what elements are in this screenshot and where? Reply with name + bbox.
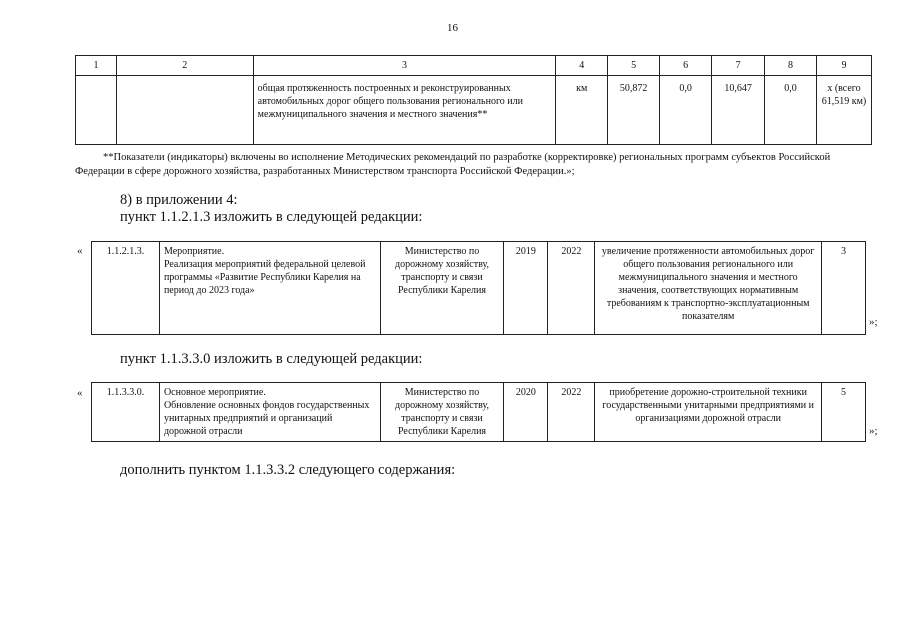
executor-cell: Министерство по дорожному хозяйству, транспорту и связи Республики Карелия: [380, 383, 504, 442]
column-header: 6: [660, 56, 712, 76]
measure-table-1-1-2-1-3: [91, 241, 866, 335]
indicator-name-cell: общая протяженность построенных и реконструированных автомобильных дорог общего пользования регионального или межмуниципального значения и местного значения**: [253, 76, 556, 145]
value-cell: 50,872: [608, 76, 660, 145]
value-cell: 0,0: [660, 76, 712, 145]
table-header-row: [76, 56, 872, 76]
column-header: 1: [76, 56, 117, 76]
column-header: 3: [253, 56, 556, 76]
table-row: [76, 76, 872, 145]
column-header: 8: [765, 56, 817, 76]
column-header: 5: [608, 56, 660, 76]
paragraph-point-1-1-2-1-3: пункт 1.1.2.1.3 изложить в следующей редакции:: [120, 209, 423, 225]
table-row: [92, 242, 866, 335]
executor-cell: Министерство по дорожному хозяйству, транспорту и связи Республики Карелия: [380, 242, 504, 335]
measure-table-1-1-3-3-0: [91, 382, 866, 442]
closing-quote: »;: [869, 316, 878, 328]
table-cell: [116, 76, 253, 145]
footnote: **Показатели (индикаторы) включены во исполнение Методических рекомендаций по разработке (корректировке) региональных программ субъектов Российской Федерации в сфере дорожного хозяйства, разработанных Министерством транспорта Российской Федерации.»;: [75, 152, 831, 177]
code-cell: 1.1.3.3.0.: [92, 383, 160, 442]
column-header: 2: [116, 56, 253, 76]
end-year-cell: 2022: [548, 242, 595, 335]
measure-name-cell: Мероприятие. Реализация мероприятий федеральной целевой программы «Развитие Республики Карелия на период до 2023 года»: [159, 242, 380, 335]
closing-quote: »;: [869, 425, 878, 437]
end-year-cell: 2022: [548, 383, 595, 442]
opening-quote: «: [77, 245, 83, 257]
column-header: 9: [816, 56, 871, 76]
unit-cell: км: [556, 76, 608, 145]
code-cell: 1.1.2.1.3.: [92, 242, 160, 335]
paragraph-add-point-1-1-3-3-2: дополнить пунктом 1.1.3.3.2 следующего содержания:: [120, 462, 456, 478]
indicator-ref-cell: 3: [822, 242, 866, 335]
result-cell: увеличение протяженности автомобильных дорог общего пользования регионального или межмуниципального значения и местного значения, соответствующих нормативным требованиям к транспортно-эксплуатационным показателям: [595, 242, 822, 335]
paragraph-point-1-1-3-3-0: пункт 1.1.3.3.0 изложить в следующей редакции:: [120, 351, 423, 367]
indicator-ref-cell: 5: [822, 383, 866, 442]
table-cell: [76, 76, 117, 145]
result-cell: приобретение дорожно-строительной техники государственными унитарными предприятиями и организациями дорожной отрасли: [595, 383, 822, 442]
total-cell: x (всего 61,519 км): [816, 76, 871, 145]
page-number: 16: [447, 22, 458, 34]
column-header: 4: [556, 56, 608, 76]
table-row: [92, 383, 866, 442]
measure-name-cell: Основное мероприятие. Обновление основных фондов государственных унитарных предприятий и организаций дорожной отрасли: [159, 383, 380, 442]
column-header: 7: [712, 56, 765, 76]
value-cell: 0,0: [765, 76, 817, 145]
start-year-cell: 2019: [504, 242, 548, 335]
opening-quote: «: [77, 387, 83, 399]
start-year-cell: 2020: [504, 383, 548, 442]
paragraph-item-8: 8) в приложении 4:: [120, 192, 238, 208]
value-cell: 10,647: [712, 76, 765, 145]
indicators-table: [75, 55, 872, 145]
